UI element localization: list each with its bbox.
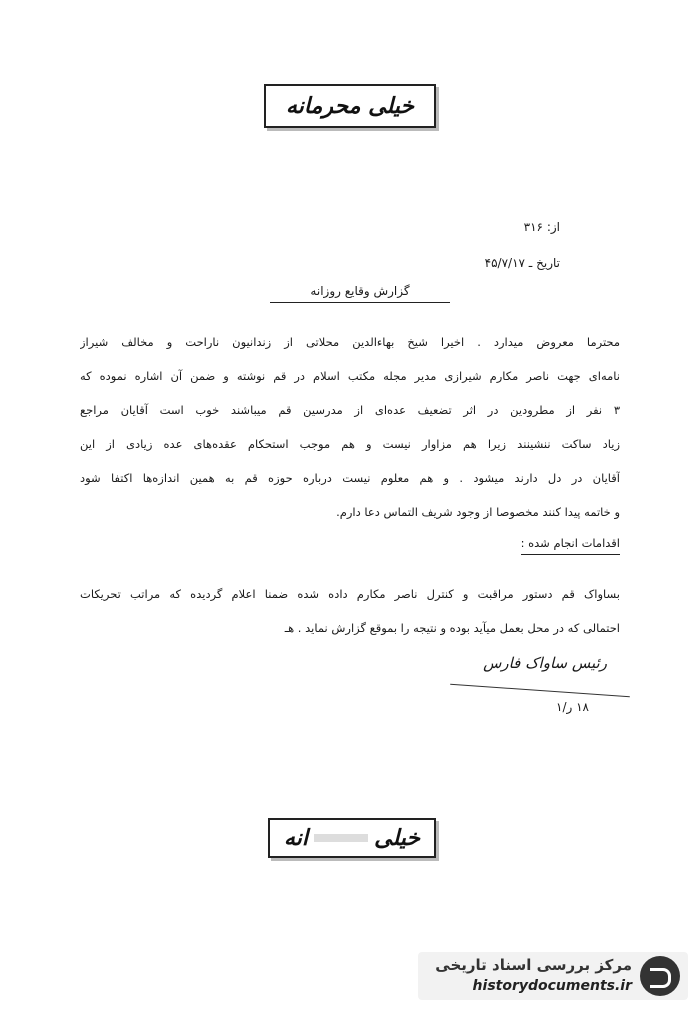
signature-number: ۱۸ ر/۱ <box>556 700 589 714</box>
document-date: تاریخ ـ ۴۵/۷/۱۷ <box>484 256 560 270</box>
book-icon <box>640 956 680 996</box>
classification-stamp-top <box>264 84 436 128</box>
body-line: زیاد ساکت ننشینند زیرا هم مزاوار نیست و هم موجب استحکام عقده‌های عده زیادی از این <box>80 437 620 451</box>
body-line: ۳ نفر از مطرودین در اثر تضعیف عده‌ای از مدرسین قم میباشند خوب است آقایان مراجع <box>80 403 620 417</box>
report-heading: گزارش وقایع روزانه <box>270 284 450 303</box>
watermark-title: مرکز بررسی اسناد تاریخی <box>435 956 632 974</box>
watermark-url: historydocuments.ir <box>472 978 632 994</box>
classification-stamp-text: خیلی محرمانه <box>285 93 415 119</box>
document-number: از: ۳۱۶ <box>523 220 560 234</box>
actions-taken-title: اقدامات انجام شده : <box>521 536 620 555</box>
stamp-bottom-left-text: خیلی <box>374 825 420 851</box>
signature-underline <box>450 684 630 698</box>
body-line: آقایان در دل دارند میشود . و هم معلوم نیست درباره حوزه قم به همین اندازه‌ها اکتفا شود <box>80 471 620 485</box>
body-line: و خاتمه پیدا کنند مخصوصا از وجود شریف التماس دعا دارم. <box>336 505 620 519</box>
classification-stamp-bottom <box>268 818 436 858</box>
body-line: محترما معروض میدارد . اخیرا شیخ بهاءالدین محلاتی از زندانیون ناراحت و مخالف شیراز <box>80 335 620 349</box>
action-line: احتمالی که در محل بعمل میآید بوده و نتیجه را بموقع گزارش نماید . هـ <box>284 621 620 635</box>
stamp-bottom-right-text: انه <box>284 825 309 851</box>
archive-watermark <box>418 952 688 1000</box>
action-line: بساواک قم دستور مراقبت و کنترل ناصر مکارم داده شده ضمنا اعلام گردیده که مراتب تحریکات <box>80 587 620 601</box>
body-line: نامه‌ای جهت ناصر مکارم شیرازی مدیر مجله مکتب اسلام در قم نوشته و ضمن آن اشاره نموده که <box>80 369 620 383</box>
signature: رئیس ساواک فارس <box>483 654 607 672</box>
stamp-smudge <box>314 834 368 842</box>
